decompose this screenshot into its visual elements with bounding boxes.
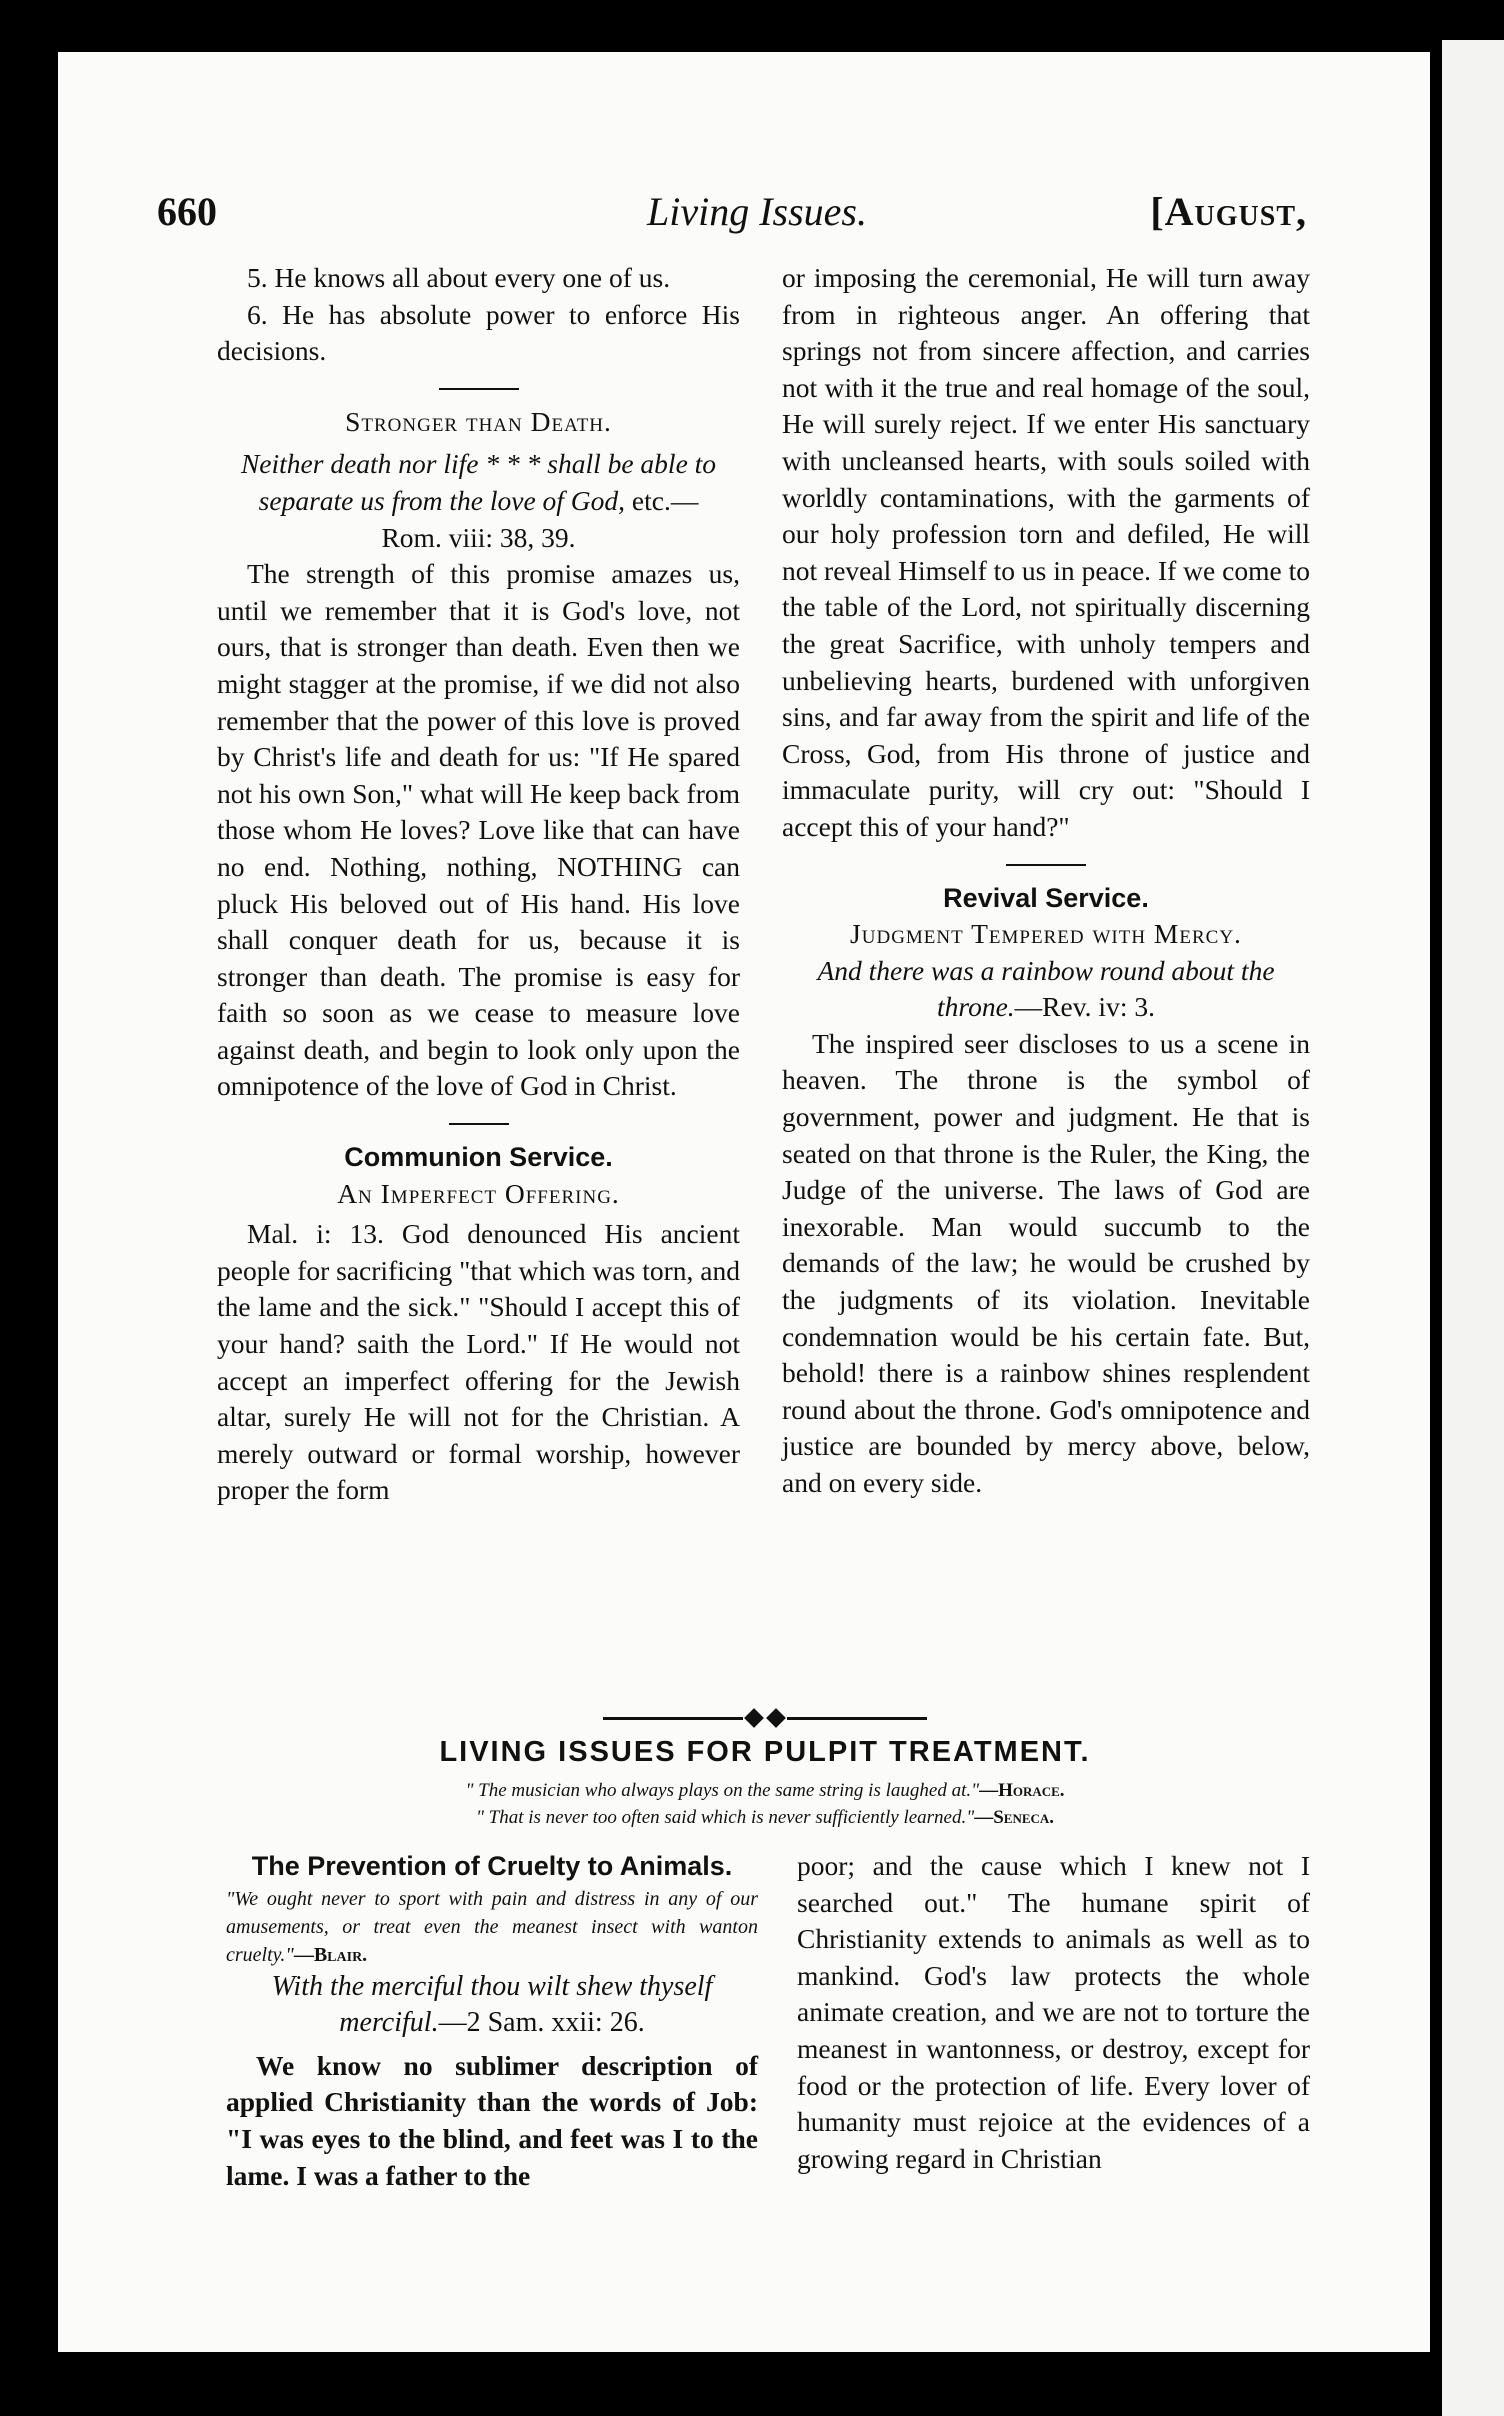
running-header (157, 188, 1307, 248)
scripture-text (782, 953, 1310, 1026)
section-body-communion-continued: or imposing the ceremonial, He will turn away from in righteous anger. An offering that springs not from sincere affection, and carries not with it the true and real homage of the soul, He will surely reject. If we enter His sanctuary with uncleansed hearts, with souls soiled with worldly contaminations, with the garments of our holy profession torn and defiled, He will not reveal Himself to us in peace. If we come to the table of the Lord, not spiritually discerning the great Sacrifice, with unholy tempers and unbelieving hearts, burdened with unforgiven sins, and far away from the spirit and life of the Cross, God, from His throne of justice and immaculate purity, will cry out: "Should I accept this of your hand?" (782, 262, 1310, 842)
epigraph-text: "We ought never to sport with pain and distress in any of our amusements, or treat even the meanest insect with wanton cruelty." (226, 1887, 758, 1966)
section-body-stronger-than-death: The strength of this promise amazes us, until we remember that it is God's love, not ours, that is stronger than death. Even then we might stagger at the promise, if we did not also remember that the power of this love is proved by Christ's life and death for us: "If He spared not his own Son," what will He keep back from those whom He loves? Love like that can have no end. Nothing, nothing, NOTHING can pluck His beloved out of His hand. His love shall conquer death for us, because it is stronger than death. The promise is easy for faith so soon as we cease to measure love against death, and begin to look only upon the omnipotence of the love of God in Christ. (217, 558, 740, 1102)
quote-author: —Horace. (979, 1780, 1065, 1801)
section-subtitle-judgment-tempered: Judgment Tempered with Mercy. (850, 918, 1242, 950)
section-title-stronger-than-death: Stronger than Death. (345, 405, 612, 437)
epigraph-author: —Blair. (293, 1943, 368, 1966)
section-body-cruelty-continued: poor; and the cause which I knew not I searched out." The humane spirit of Christianity extends to animals as well as to mankind. God's law protects the whole animate creation, and we are not to torture the meanest in wantonness, or destroy, except for food or the protection of life. Every lover of humanity must rejoice at the evidences of a growing regard in Christian (797, 1850, 1310, 2174)
column-left-top (217, 260, 740, 1509)
scripture-reference: Rom. viii: 38, 39. (381, 521, 576, 553)
scripture-reference: —Rev. iv: 3. (1014, 991, 1155, 1023)
adjacent-page-edge (1442, 40, 1504, 2416)
epigraph (226, 1885, 758, 1969)
section-body-communion: Mal. i: 13. God denounced His ancient people for sacrificing "that which was torn, and the lame and the sick." "Should I accept this of your hand? saith the Lord." If He would not accept an imperfect offering for the Jewish altar, surely He will not for the Christian. A merely outward or formal worship, however proper the form (217, 1218, 740, 1506)
page-number: 660 (157, 189, 217, 234)
section-heading-prevention-cruelty: The Prevention of Cruelty to Animals. (251, 1851, 733, 1881)
section-heading-revival-service: Revival Service. (943, 882, 1149, 913)
banner-title: LIVING ISSUES FOR PULPIT TREATMENT. (439, 1736, 1091, 1768)
scripture-quote: With the merciful thou wilt shew thyself merciful. (271, 1970, 713, 2039)
section-heading-communion-service: Communion Service. (344, 1142, 613, 1173)
divider (449, 1123, 509, 1125)
column-left-bottom (226, 1848, 758, 2194)
scripture-text (217, 446, 740, 519)
scripture-text (226, 1969, 758, 2042)
list-item-6: 6. He has absolute power to enforce His decisions. (217, 298, 740, 367)
banner-quote-1 (220, 1777, 1310, 1804)
scripture-quote: And there was a rainbow round about the throne. (817, 954, 1275, 1023)
section-body-cruelty: We know no sublimer description of applied Christianity than the words of Job: "I was eyes to the blind, and feet was I to the lame. I was a father to the (226, 2049, 758, 2191)
section-body-revival: The inspired seer discloses to us a scene in heaven. The throne is the symbol of government, power and judgment. He that is seated on that throne is the Ruler, the King, the Judge of the universe. The laws of God are inexorable. Man would succumb to the demands of the law; he would be crushed by the judgments of its violation. Inevitable condemnation would be his certain fate. But, behold! there is a rainbow shines resplendent round about the throne. God's omnipotence and justice are bounded by mercy above, below, and on every side. (782, 1027, 1310, 1498)
column-right-bottom (797, 1848, 1310, 2177)
banner-quote-2 (220, 1804, 1310, 1831)
divider (439, 388, 519, 390)
scripture-quote: Neither death nor life * * * shall be able to separate us from the love of God, (240, 448, 717, 516)
quote-author: —Seneca. (974, 1807, 1055, 1828)
running-title: Living Issues. (647, 189, 867, 234)
ornament-divider (220, 1706, 1310, 1730)
scripture-etc: etc.— (625, 484, 699, 516)
divider (1006, 864, 1086, 866)
scripture-reference: —2 Sam. xxii: 26. (438, 2007, 645, 2039)
quote-text: " The musician who always plays on the same string is laughed at." (465, 1780, 980, 1801)
section-subtitle-imperfect-offering: An Imperfect Offering. (337, 1177, 620, 1209)
month-label: [August, (1150, 189, 1307, 234)
list-item-5: 5. He knows all about every one of us. (247, 262, 671, 293)
quote-text: " That is never too often said which is never sufficiently learned." (475, 1807, 975, 1828)
column-right-top (782, 260, 1310, 1502)
section-banner (220, 1706, 1310, 1831)
